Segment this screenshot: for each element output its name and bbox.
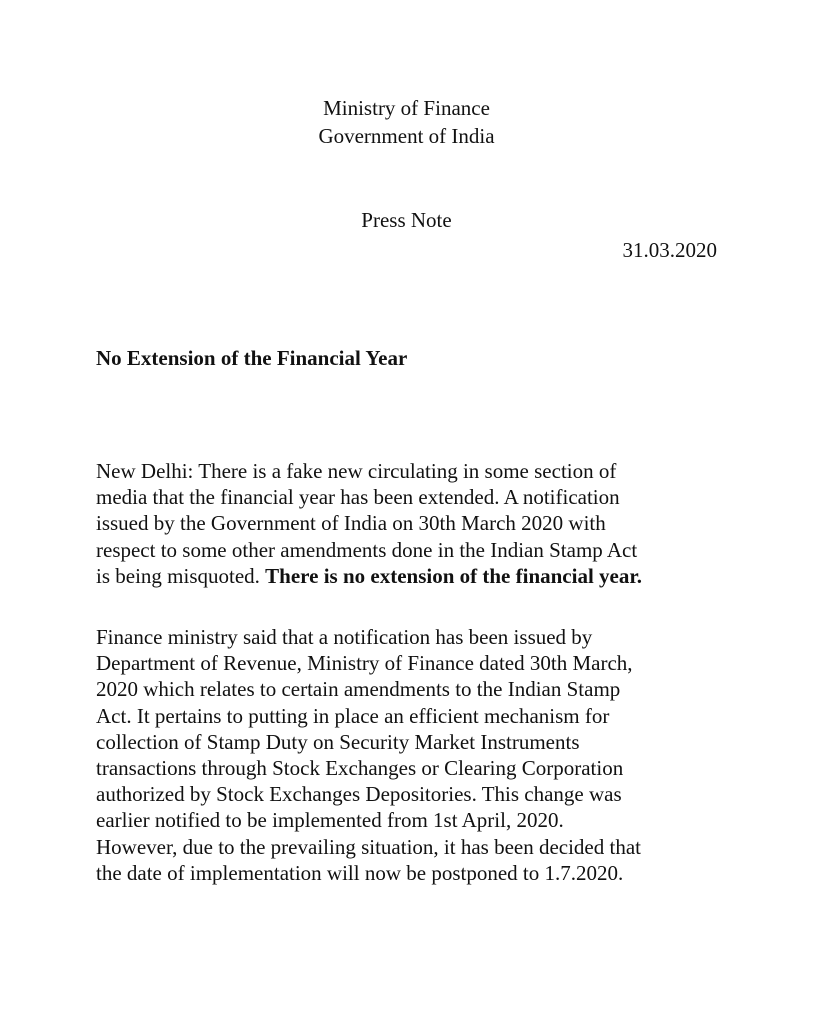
paragraph-2-line: earlier notified to be implemented from 1st April, 2020.: [96, 808, 564, 833]
ministry-heading: Ministry of Finance: [323, 96, 490, 120]
paragraph-2-line: 2020 which relates to certain amendments to the Indian Stamp: [96, 677, 621, 702]
paragraph-1-line: New Delhi: There is a fake new circulating in some section of: [96, 459, 617, 483]
paragraph-2-line: authorized by Stock Exchanges Depositories. This change was: [96, 782, 622, 807]
paragraph-2-line: Finance ministry said that a notification has been issued by: [96, 625, 593, 649]
paragraph-2: [96, 624, 736, 886]
paragraph-1-line: respect to some other amendments done in the Indian Stamp Act: [96, 537, 638, 562]
paragraph-2-line: Department of Revenue, Ministry of Finance dated 30th March,: [96, 651, 633, 676]
paragraph-1-line: media that the financial year has been extended. A notification: [96, 485, 620, 510]
paragraph-2-line: However, due to the prevailing situation, it has been decided that: [96, 834, 641, 859]
press-note-label: Press Note: [361, 208, 452, 232]
paragraph-2-line: transactions through Stock Exchanges or Clearing Corporation: [96, 756, 624, 781]
paragraph-2-line: Act. It pertains to putting in place an efficient mechanism for: [96, 703, 610, 728]
paragraph-2-line: the date of implementation will now be postponed to 1.7.2020.: [96, 860, 624, 885]
paragraph-1-last-line: [96, 563, 736, 589]
paragraph-1-last-line-text: is being misquoted.: [96, 563, 266, 588]
document-date: 31.03.2020: [622, 238, 717, 262]
government-heading: Government of India: [318, 124, 495, 148]
key-statement: There is no extension of the financial year.: [265, 563, 643, 588]
document-title: No Extension of the Financial Year: [96, 346, 408, 370]
paragraph-2-line: collection of Stamp Duty on Security Market Instruments: [96, 729, 580, 754]
paragraph-1: [96, 458, 736, 589]
paragraph-1-line: issued by the Government of India on 30th March 2020 with: [96, 511, 606, 536]
